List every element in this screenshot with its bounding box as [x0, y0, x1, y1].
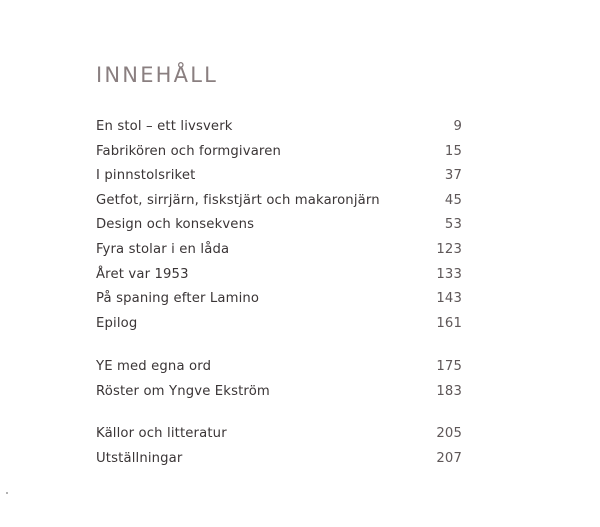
toc-section-appendix [96, 426, 462, 475]
toc-entry-title: Getfot, sirrjärn, fiskstjärt och makaronjärn [96, 192, 380, 208]
toc-section-chapters [96, 119, 462, 340]
toc-entry-title: YE med egna ord [96, 359, 212, 374]
toc-entry-title: Röster om Yngve Ekström [96, 383, 270, 399]
toc-entry [96, 119, 462, 144]
toc-entry [96, 242, 462, 267]
toc-entry-page: 53 [444, 217, 462, 233]
toc-entry-page: 207 [436, 450, 462, 466]
toc-entry-page: 175 [436, 359, 462, 374]
toc-entry [96, 316, 462, 341]
toc-entry-page: 143 [436, 291, 462, 307]
toc-entry-page: 133 [436, 266, 462, 282]
toc-entry-title: En stol – ett livsverk [96, 119, 233, 134]
toc-entry-title: Året var 1953 [96, 266, 189, 282]
toc-entry-page: 9 [453, 119, 462, 134]
toc-entry-title: I pinnstolsriket [96, 168, 196, 184]
toc-entry-title: Källor och litteratur [96, 426, 227, 441]
toc-entry-page: 161 [436, 315, 462, 331]
toc-entry-page: 205 [436, 426, 462, 441]
toc-entry-title: Fabrikören och formgivaren [96, 143, 281, 159]
toc-entry-page: 123 [436, 241, 462, 257]
toc-entry-page: 37 [444, 168, 462, 184]
toc-entry [96, 426, 462, 451]
page-title: INNEHÅLL [96, 63, 219, 87]
toc-entry-title: Epilog [96, 315, 138, 331]
toc-entry [96, 193, 462, 218]
scan-speck [6, 492, 8, 494]
toc-entry [96, 291, 462, 316]
toc-entry [96, 168, 462, 193]
toc-entry-title: Utställningar [96, 450, 183, 466]
toc-entry-title: Fyra stolar i en låda [96, 241, 230, 257]
toc-entry [96, 384, 462, 409]
toc-entry-page: 15 [444, 143, 462, 159]
toc-entry-title: Design och konsekvens [96, 217, 255, 233]
toc-entry [96, 359, 462, 384]
toc-entry [96, 217, 462, 242]
toc-entry [96, 451, 462, 476]
toc-entry [96, 144, 462, 169]
toc-section-voices [96, 359, 462, 408]
toc-entry-page: 183 [436, 383, 462, 399]
toc-entry-title: På spaning efter Lamino [96, 291, 260, 307]
toc-entry [96, 267, 462, 292]
toc-entry-page: 45 [444, 192, 462, 208]
